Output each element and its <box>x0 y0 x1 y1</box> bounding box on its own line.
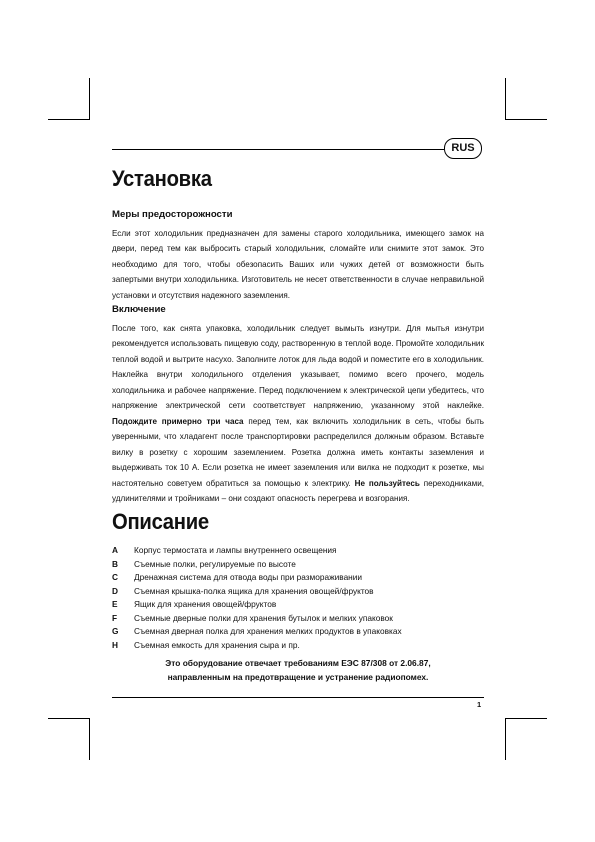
parts-list <box>112 544 484 652</box>
footer-rule <box>112 697 484 698</box>
switching-on-text-2: перед тем, как включить холодильник в сеть, чтобы быть уверенными, что хладагент после транспортировки распределился должным образом. Вставьте вилку в розетку с хорошим заземлением. Розетка должна иметь контакты заземления и выдерживать ток 10 А. Если розетка не имеет заземления или вилка не подходит к розетке, мы настоятельно советуем обратиться за помощью к электрику. <box>112 416 484 488</box>
part-text: Ящик для хранения овощей/фруктов <box>134 599 277 609</box>
crop-mark-bottom-left-vertical <box>89 718 90 760</box>
parts-list-item <box>112 625 484 639</box>
installation-title: Установка <box>112 166 212 191</box>
parts-list-item <box>112 558 484 572</box>
compliance-line-2: направленным на предотвращение и устранение радиопомех. <box>167 671 429 682</box>
precautions-paragraph: Если этот холодильник предназначен для замены старого холодильника, имеющего замок на двери, перед тем как выбросить старый холодильник, сломайте или снимите этот замок. Это необходимо для того, чтобы обезопасить Ваших или чужих детей от возможности быть запертыми внутри холодильника. Изготовитель не несет ответственности в случае неправильной установки и отсутствия надежного заземления. <box>112 229 484 300</box>
part-text: Съемная дверная полка для хранения мелких продуктов в упаковках <box>134 626 402 636</box>
crop-mark-bottom-left-horizontal <box>48 718 90 719</box>
switching-on-paragraph <box>112 321 484 506</box>
crop-mark-top-right-vertical <box>505 78 506 120</box>
page-number: 1 <box>477 700 482 709</box>
part-text: Съемная емкость для хранения сыра и пр. <box>134 639 300 650</box>
part-letter: F <box>112 612 118 623</box>
precautions-heading: Меры предосторожности <box>112 209 233 220</box>
parts-list-item <box>112 639 484 653</box>
switching-on-text-3: переходниками, удлинителями и тройниками – они создают опасность перегрева и возгорания. <box>112 478 484 503</box>
crop-mark-top-left-horizontal <box>48 119 90 120</box>
crop-mark-top-left-vertical <box>89 78 90 120</box>
switching-on-heading: Включение <box>112 304 166 315</box>
do-not-use-emphasis: Не пользуйтесь <box>354 478 420 488</box>
part-letter: B <box>112 558 118 569</box>
part-letter: D <box>112 585 118 596</box>
wait-three-hours-emphasis: Подождите примерно три часа <box>112 416 244 426</box>
switching-on-text-1: После того, как снята упаковка, холодильник следует вымыть изнутри. Для мытья изнутри рекомендуется использовать пищевую соду, растворенную в теплой воде. Промойте холодильник теплой водой и вытрите насухо. Заполните лоток для льда водой и поместите его в холодильник. Наклейка внутри холодильного отделения указывает, помимо всего прочего, модель холодильника и рабочее напряжение. Перед подключением к электрической цепи убедитесь, что напряжение электрической сети соответствует напряжению, указанному этой наклейке. <box>112 324 484 411</box>
crop-mark-bottom-right-horizontal <box>505 718 547 719</box>
compliance-line-1: Это оборудование отвечает требованиям ЕЭС 87/308 от 2.06.87, <box>165 658 431 668</box>
header-rule <box>112 149 444 150</box>
part-letter: A <box>112 545 118 555</box>
part-letter: H <box>112 639 118 650</box>
part-text: Съемные дверные полки для хранения бутылок и мелких упаковок <box>134 612 393 623</box>
language-badge: RUS <box>444 138 482 159</box>
part-text: Корпус термостата и лампы внутреннего освещения <box>134 545 337 555</box>
parts-list-item <box>112 585 484 599</box>
parts-list-item <box>112 544 484 558</box>
parts-list-item <box>112 571 484 585</box>
description-title: Описание <box>112 509 209 534</box>
compliance-statement <box>112 657 484 684</box>
part-letter: C <box>112 572 118 582</box>
crop-mark-bottom-right-vertical <box>505 718 506 760</box>
crop-mark-top-right-horizontal <box>505 119 547 120</box>
part-letter: E <box>112 599 118 609</box>
part-text: Дренажная система для отвода воды при размораживании <box>134 572 363 582</box>
parts-list-item <box>112 598 484 612</box>
parts-list-item <box>112 612 484 626</box>
part-letter: G <box>112 626 119 636</box>
part-text: Съемная крышка-полка ящика для хранения овощей/фруктов <box>134 585 374 596</box>
part-text: Съемные полки, регулируемые по высоте <box>134 558 296 569</box>
